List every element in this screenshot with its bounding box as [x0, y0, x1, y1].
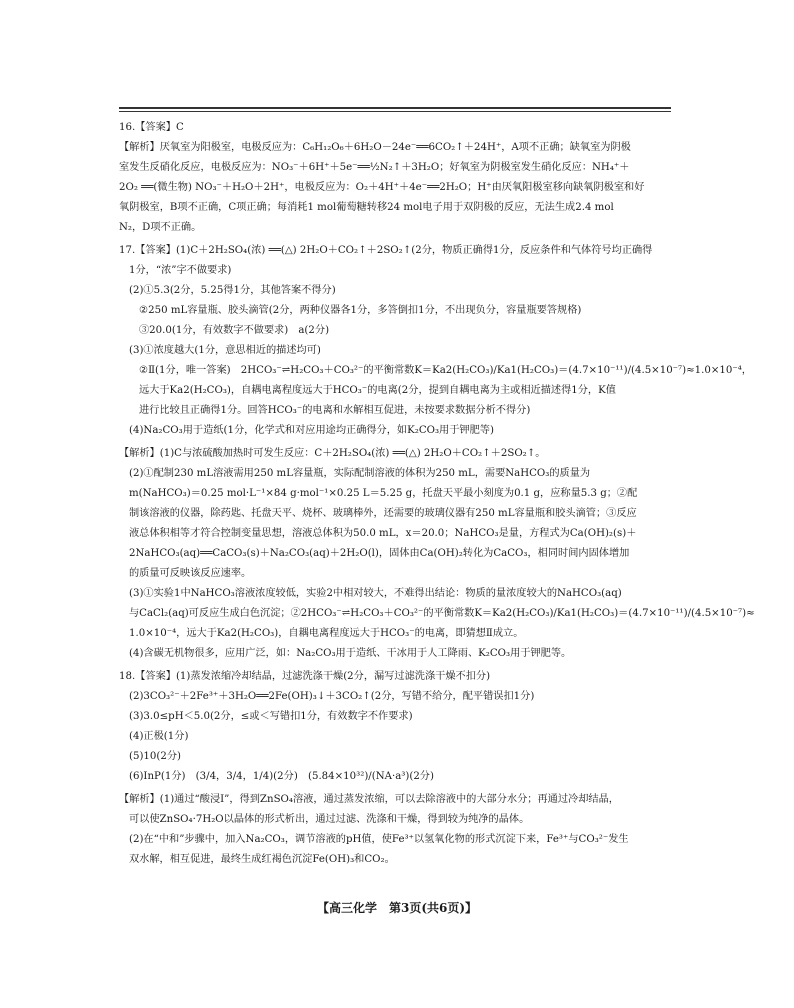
text-line: 液总体积相等才符合控制变量思想，溶液总体积为50.0 mL，x＝20.0；NaHCO₃是量，方程式为Ca(OH)₂(s)＋: [129, 528, 637, 539]
text-line: (2)3CO₃²⁻＋2Fe³⁺＋3H₂O══2Fe(OH)₃↓＋3CO₂↑(2分，写错不给分，配平错误扣1分): [129, 691, 535, 702]
text-line: 的质量可反映该反应速率。: [129, 568, 252, 579]
text-line: (4)Na₂CO₃用于造纸(1分，化学式和对应用途均正确得分，如K₂CO₃用于钾肥等): [129, 425, 494, 436]
text-line: 2O₂ ══(微生物) NO₃⁻＋H₂O＋2H⁺，电极反应为：O₂＋4H⁺＋4e⁻══2H₂O；H⁺由厌氧阳极室移向缺氧阴极室和好: [119, 182, 645, 193]
text-line: 1分，“浓”字不做要求): [129, 265, 232, 276]
text-line: 【解析】(1)通过“酸浸Ⅰ”，得到ZnSO₄溶液，通过蒸发浓缩，可以去除溶液中的大部分水分；再通过冷却结晶，: [119, 794, 619, 805]
text-line: 18.【答案】(1)蒸发浓缩冷却结晶，过滤洗涤干燥(2分，漏写过滤洗涤干燥不扣分): [119, 671, 491, 682]
text-line: 远大于Ka2(H₂CO₃)，自耦电离程度远大于HCO₃⁻的电离(2分，提到自耦电离为主或相近描述得1分，K值: [139, 385, 616, 396]
text-line: 16.【答案】C: [119, 122, 184, 133]
text-line: 氧阴极室，B项不正确，C项正确；每消耗1 mol葡萄糖转移24 mol电子用于双阴极的反应，无法生成2.4 mol: [119, 202, 614, 213]
text-line: ②250 mL容量瓶、胶头滴管(2分，两种仪器各1分，多答倒扣1分，不出现负分，容量瓶要答规格): [139, 305, 582, 316]
text-line: (4)含碳无机物很多，应用广泛，如：Na₂CO₃用于造纸、干冰用于人工降雨、K₂CO₃用于钾肥等。: [129, 648, 572, 659]
text-line: (5)10(2分): [129, 751, 182, 762]
text-line: 制该溶液的仪器，除药匙、托盘天平、烧杯、玻璃棒外，还需要的玻璃仪器有250 mL容量瓶和胶头滴管；③反应: [129, 508, 637, 519]
text-line: (2)在“中和”步骤中，加入Na₂CO₃，调节溶液的pH值，使Fe³⁺以氢氧化物的形式沉淀下来，Fe³⁺与CO₃²⁻发生: [129, 834, 629, 845]
page-footer: 【高三化学 第3页(共6页)】: [316, 901, 478, 915]
answer-content: [119, 118, 755, 870]
text-line: (3)①浓度越大(1分，意思相近的描述均可): [129, 345, 321, 356]
text-line: 2NaHCO₃(aq)══CaCO₃(s)＋Na₂CO₃(aq)＋2H₂O(l)，固体由Ca(OH)₂转化为CaCO₃，相同时间内固体增加: [129, 548, 630, 559]
text-line: m(NaHCO₃)＝0.25 mol·L⁻¹×84 g·mol⁻¹×0.25 L＝5.25 g，托盘天平最小刻度为0.1 g，应称量5.3 g；②配: [129, 488, 638, 499]
text-line: (2)①5.3(2分，5.25得1分，其他答案不得分): [129, 285, 336, 296]
text-line: (4)正极(1分): [129, 731, 189, 742]
text-line: ③20.0(1分，有效数字不做要求) a(2分): [139, 325, 330, 336]
text-line: 进行比较且正确得1分。回答HCO₃⁻的电离和水解相互促进，未按要求数据分析不得分): [139, 405, 531, 416]
text-line: 与CaCl₂(aq)可反应生成白色沉淀；②2HCO₃⁻⇌H₂CO₃＋CO₃²⁻的平衡常数K＝Ka2(H₂CO₃)/Ka1(H₂CO₃)＝(4.7×10⁻¹¹)/(4.5×10⁻⁷)≈: [129, 608, 755, 619]
text-line: 可以使ZnSO₄·7H₂O以晶体的形式析出，通过过滤、洗涤和干燥，得到较为纯净的晶体。: [129, 814, 530, 825]
text-line: 17.【答案】(1)C＋2H₂SO₄(浓) ══(△) 2H₂O＋CO₂↑＋2SO₂↑(2分，物质正确得1分，反应条件和气体符号均正确得: [119, 245, 653, 256]
text-line: (2)①配制230 mL溶液需用250 mL容量瓶，实际配制溶液的体积为250 mL，需要NaHCO₃的质量为: [129, 468, 591, 479]
text-line: 1.0×10⁻⁴，远大于Ka2(H₂CO₃)，自耦电离程度远大于HCO₃⁻的电离，即猜想Ⅱ成立。: [129, 628, 524, 639]
text-line: ②Ⅱ(1分，唯一答案) 2HCO₃⁻⇌H₂CO₃＋CO₃²⁻的平衡常数K＝Ka2(H₂CO₃)/Ka1(H₂CO₃)＝(4.7×10⁻¹¹)/(4.5×10⁻⁷)≈1.0×10⁻⁴，: [139, 365, 752, 376]
text-line: 室发生反硝化反应，电极反应为：NO₃⁻＋6H⁺＋5e⁻══½N₂↑＋3H₂O；好氧室为阴极室发生硝化反应：NH₄⁺＋: [119, 162, 630, 173]
text-line: N₂，D项不正确。: [119, 222, 202, 233]
header-rule-thin: [119, 111, 671, 112]
text-line: 【解析】厌氧室为阳极室，电极反应为：C₆H₁₂O₆＋6H₂O－24e⁻══6CO₂↑＋24H⁺，A项不正确；缺氧室为阴极: [119, 142, 631, 153]
text-line: 【解析】(1)C与浓硫酸加热时可发生反应：C＋2H₂SO₄(浓) ══(△) 2H₂O＋CO₂↑＋2SO₂↑。: [119, 448, 546, 459]
text-line: (3)3.0≤pH＜5.0(2分，≤或＜写错扣1分，有效数字不作要求): [129, 711, 413, 722]
text-line: (6)InP(1分) (3/4，3/4，1/4)(2分) (5.84×10³²)/(NA·a³)(2分): [129, 771, 434, 782]
header-rule: [119, 107, 671, 109]
text-line: 双水解，相互促进，最终生成红褐色沉淀Fe(OH)₃和CO₂。: [129, 854, 395, 865]
text-line: (3)①实验1中NaHCO₃溶液浓度较低，实验2中相对较大，不难得出结论：物质的量浓度较大的NaHCO₃(aq): [129, 588, 622, 599]
